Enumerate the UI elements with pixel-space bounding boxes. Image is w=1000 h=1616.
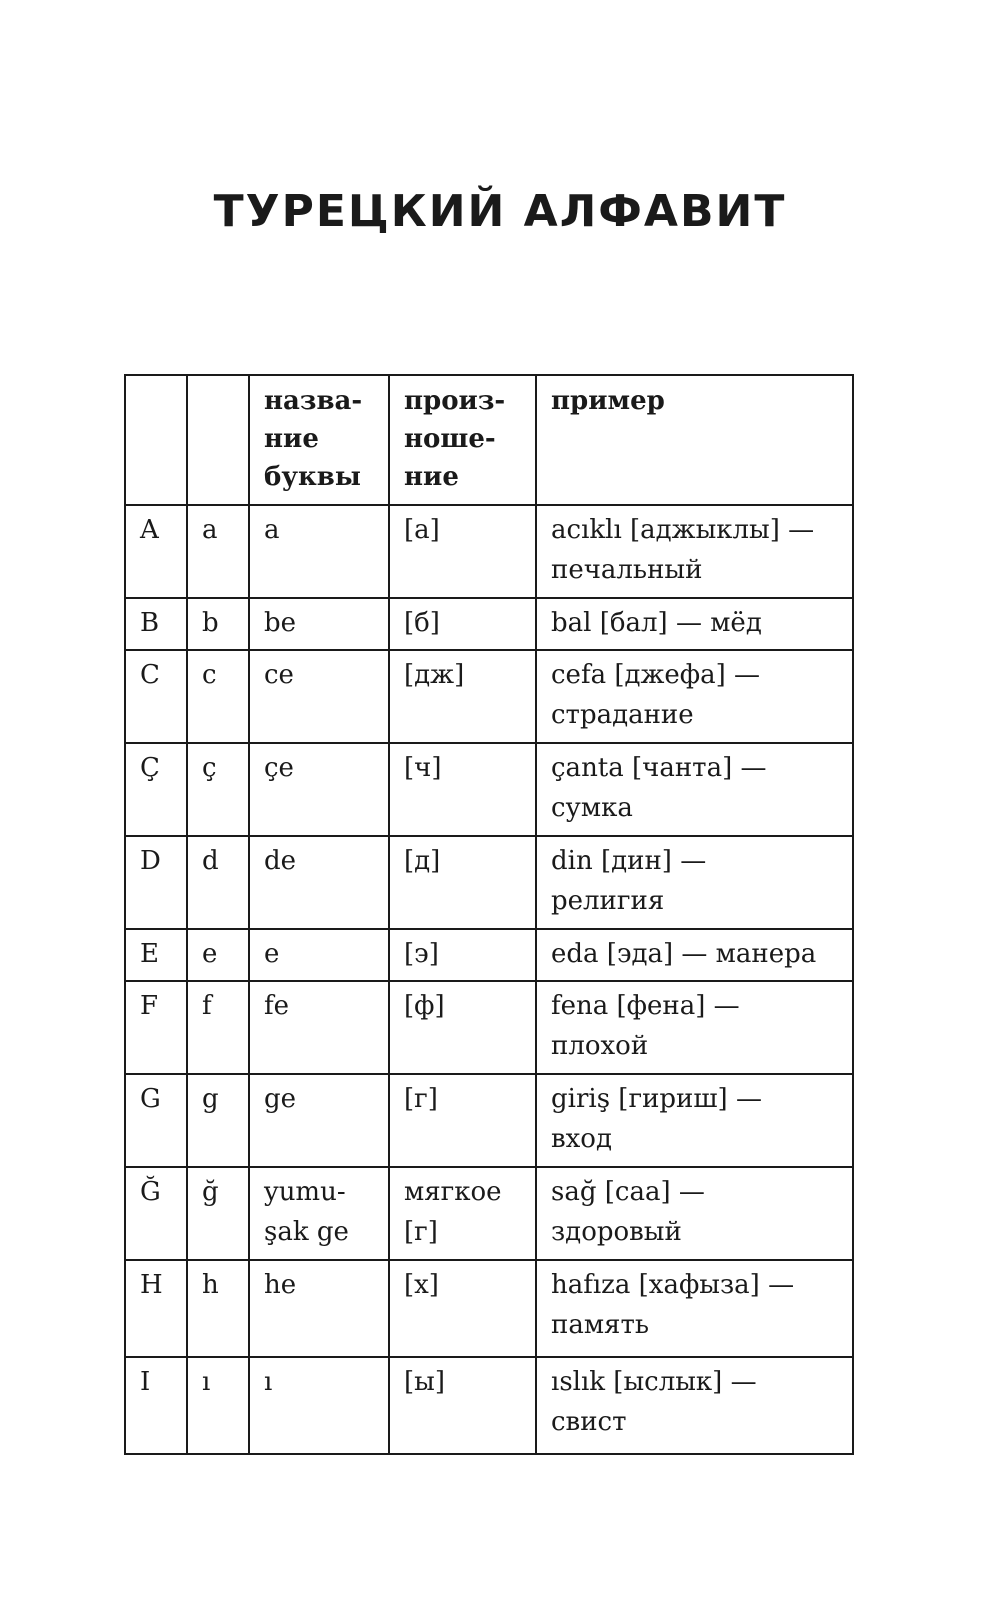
header-pronunciation: произ- ноше- ние	[389, 375, 536, 505]
example: din [дин] — религия	[536, 836, 853, 929]
header-example: пример	[536, 375, 853, 505]
upper-letter: I	[125, 1357, 187, 1454]
pronunciation: [а]	[389, 505, 536, 598]
lower-letter: ı	[187, 1357, 249, 1454]
example: hafıza [хафыза] — память	[536, 1260, 853, 1357]
table-row	[125, 505, 853, 598]
upper-letter: G	[125, 1074, 187, 1167]
letter-name: de	[249, 836, 389, 929]
lower-letter: c	[187, 650, 249, 743]
table-row	[125, 1167, 853, 1260]
letter-name: fe	[249, 981, 389, 1074]
header-upper-letter	[125, 375, 187, 505]
pronunciation: [ы]	[389, 1357, 536, 1454]
example: çanta [чанта] — сумка	[536, 743, 853, 836]
example: acıklı [аджыклы] — печальный	[536, 505, 853, 598]
letter-name: ce	[249, 650, 389, 743]
lower-letter: f	[187, 981, 249, 1074]
pronunciation: мягкое [г]	[389, 1167, 536, 1260]
example: sağ [саа] — здоровый	[536, 1167, 853, 1260]
example: giriş [гириш] — вход	[536, 1074, 853, 1167]
upper-letter: A	[125, 505, 187, 598]
lower-letter: ğ	[187, 1167, 249, 1260]
alphabet-table	[124, 374, 854, 1455]
table-row	[125, 981, 853, 1074]
letter-name: yumu- şak ge	[249, 1167, 389, 1260]
lower-letter: e	[187, 929, 249, 981]
pronunciation: [б]	[389, 598, 536, 650]
upper-letter: Ç	[125, 743, 187, 836]
table-row	[125, 1260, 853, 1357]
table-row	[125, 929, 853, 981]
header-lower-letter	[187, 375, 249, 505]
letter-name: çe	[249, 743, 389, 836]
upper-letter: C	[125, 650, 187, 743]
pronunciation: [ф]	[389, 981, 536, 1074]
pronunciation: [э]	[389, 929, 536, 981]
upper-letter: F	[125, 981, 187, 1074]
lower-letter: b	[187, 598, 249, 650]
example: fena [фена] — плохой	[536, 981, 853, 1074]
header-letter-name: назва- ние буквы	[249, 375, 389, 505]
letter-name: e	[249, 929, 389, 981]
letter-name: ge	[249, 1074, 389, 1167]
table-row	[125, 1074, 853, 1167]
upper-letter: B	[125, 598, 187, 650]
pronunciation: [ч]	[389, 743, 536, 836]
lower-letter: h	[187, 1260, 249, 1357]
table-row	[125, 598, 853, 650]
example: eda [эда] — манера	[536, 929, 853, 981]
table-row	[125, 836, 853, 929]
letter-name: he	[249, 1260, 389, 1357]
table-row	[125, 650, 853, 743]
lower-letter: a	[187, 505, 249, 598]
example: ıslık [ыслык] — свист	[536, 1357, 853, 1454]
table-row	[125, 743, 853, 836]
page-title: ТУРЕЦКИЙ АЛФАВИТ	[213, 186, 787, 237]
pronunciation: [дж]	[389, 650, 536, 743]
upper-letter: D	[125, 836, 187, 929]
table-row	[125, 1357, 853, 1454]
pronunciation: [г]	[389, 1074, 536, 1167]
upper-letter: H	[125, 1260, 187, 1357]
letter-name: ı	[249, 1357, 389, 1454]
letter-name: be	[249, 598, 389, 650]
pronunciation: [х]	[389, 1260, 536, 1357]
pronunciation: [д]	[389, 836, 536, 929]
upper-letter: E	[125, 929, 187, 981]
lower-letter: ç	[187, 743, 249, 836]
example: bal [бал] — мёд	[536, 598, 853, 650]
letter-name: a	[249, 505, 389, 598]
example: cefa [джефа] — страдание	[536, 650, 853, 743]
lower-letter: d	[187, 836, 249, 929]
header-row	[125, 375, 853, 505]
upper-letter: Ğ	[125, 1167, 187, 1260]
lower-letter: g	[187, 1074, 249, 1167]
